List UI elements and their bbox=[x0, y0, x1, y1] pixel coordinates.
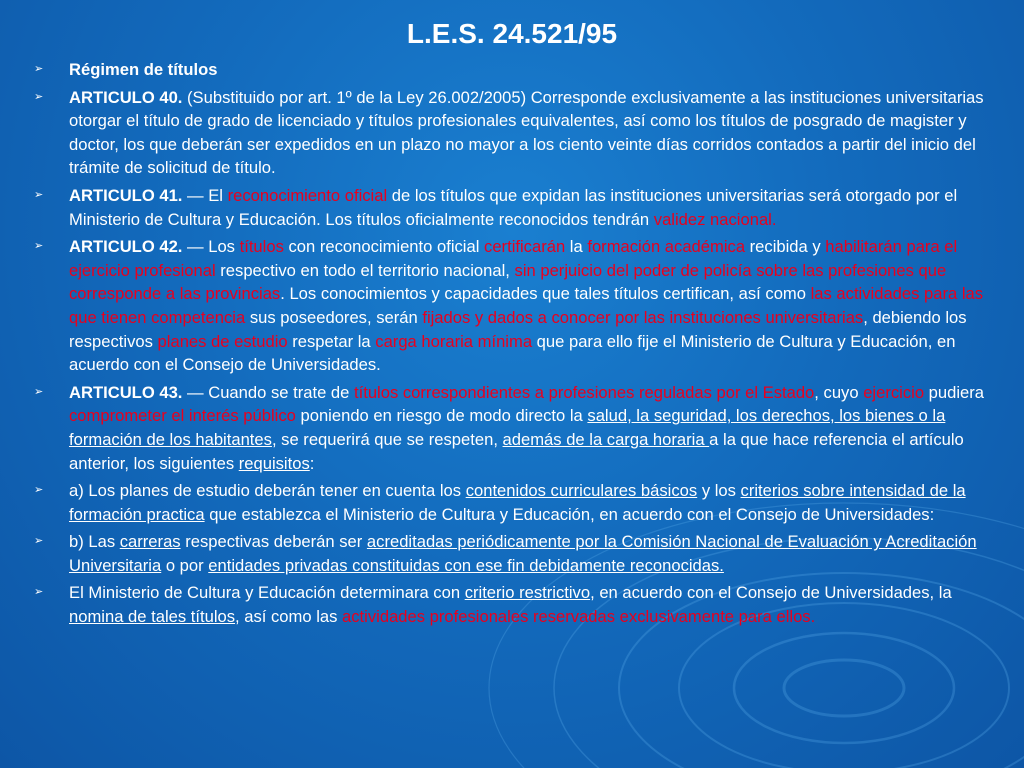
text-segment: comprometer el interés público bbox=[69, 406, 296, 426]
text-segment: poniendo en riesgo de modo directo la bbox=[295, 406, 588, 426]
text-segment: contenidos curriculares básicos bbox=[465, 481, 698, 501]
bullet-item-regimen-de-titulos bbox=[34, 58, 994, 82]
text-segment: (Substituido por art. 1º de la Ley 26.002/2005) Corresponde exclusivamente a las instituciones universitarias otorgar el título de grado de licenciado y títulos profesionales equivalentes, así como los títulos de posgrado de magister y doctor, los que deberán ser expedidos en un plazo no mayor a los ciento veinte días corridos contados a partir del inicio del trámite de solicitud de título. bbox=[69, 87, 984, 178]
text-segment: con reconocimiento oficial bbox=[283, 237, 485, 257]
text-segment: respectivas deberán ser bbox=[180, 532, 367, 552]
text-segment: ARTICULO 41. bbox=[69, 185, 188, 205]
text-segment: certificarán bbox=[484, 237, 566, 257]
text-segment: que establezca el Ministerio de Cultura y Educación, en acuerdo con el Consejo de Universidades: bbox=[204, 504, 935, 524]
text-segment: : bbox=[309, 453, 315, 473]
text-segment: criterio restrictivo bbox=[464, 583, 591, 603]
text-segment: — Los bbox=[187, 237, 240, 257]
text-segment: carga horaria mínima bbox=[375, 331, 533, 351]
text-segment: criterios sobre intensidad de la formación practica bbox=[69, 481, 966, 524]
text-segment: . Los conocimientos y capacidades que tales títulos certifican, así como bbox=[280, 284, 811, 304]
text-segment: sus poseedores, serán bbox=[245, 307, 423, 327]
text-segment: a) Los planes de estudio deberán tener en cuenta los bbox=[69, 481, 466, 501]
text-segment: actividades profesionales reservadas exclusivamente para ellos. bbox=[342, 607, 816, 627]
text-segment: títulos bbox=[239, 237, 284, 257]
text-segment: que para ello fije el Ministerio de Cultura y Educación, en acuerdo con el Consejo de Universidades. bbox=[69, 331, 956, 375]
arrow-bullet-icon: ➢ bbox=[34, 586, 44, 599]
text-segment: , en acuerdo con el Consejo de Universidades, la bbox=[590, 583, 952, 603]
text-segment: salud, la seguridad, los derechos, los bienes o la formación de los habitantes bbox=[69, 406, 946, 449]
text-segment: — Cuando se trate de bbox=[187, 382, 354, 402]
text-segment: b) Las bbox=[69, 532, 120, 552]
text-segment: planes de estudio bbox=[157, 331, 288, 351]
bullet-item-articulo-43 bbox=[34, 381, 994, 475]
text-segment: formación académica bbox=[587, 237, 746, 257]
arrow-bullet-icon: ➢ bbox=[34, 63, 44, 75]
text-segment: , se requerirá que se respeten, bbox=[271, 429, 503, 449]
text-segment: y los bbox=[697, 481, 741, 501]
arrow-bullet-icon: ➢ bbox=[34, 484, 44, 497]
text-segment: reconocimiento oficial bbox=[227, 185, 388, 205]
bullet-item-articulo-42 bbox=[34, 235, 994, 377]
text-segment: ARTICULO 42. bbox=[69, 237, 188, 257]
text-segment: habilitarán para el ejercicio profesional bbox=[69, 237, 958, 280]
bullet-list bbox=[34, 58, 994, 633]
text-segment: las actividades para las que tienen competencia bbox=[69, 284, 984, 327]
arrow-bullet-icon: ➢ bbox=[34, 535, 44, 548]
text-segment: además de la carga horaria bbox=[502, 429, 710, 449]
text-segment: requisitos bbox=[238, 453, 310, 473]
bullet-item-articulo-40 bbox=[34, 86, 994, 180]
arrow-bullet-icon: ➢ bbox=[34, 90, 44, 103]
text-segment: , cuyo bbox=[814, 382, 864, 402]
bullet-item-articulo-41 bbox=[34, 184, 994, 231]
text-segment: sin perjuicio del poder de policía sobre las profesiones que corresponde a las provincias bbox=[69, 260, 947, 304]
text-segment: Régimen de títulos bbox=[69, 60, 218, 79]
arrow-bullet-icon: ➢ bbox=[34, 188, 44, 201]
text-segment: respectivo en todo el territorio nacional, bbox=[215, 260, 515, 280]
arrow-bullet-icon: ➢ bbox=[34, 385, 44, 398]
text-segment: pudiera bbox=[924, 382, 985, 402]
bullet-item-requisito-b bbox=[34, 530, 994, 577]
text-segment: o por bbox=[161, 555, 209, 575]
text-segment: ARTICULO 40. bbox=[69, 87, 188, 107]
slide-title: L.E.S. 24.521/95 bbox=[406, 18, 618, 49]
text-segment: títulos correspondientes a profesiones reguladas por el Estado bbox=[353, 382, 815, 402]
text-segment: a la que hace referencia el artículo anterior, los siguientes bbox=[69, 429, 964, 473]
text-segment: , así como las bbox=[235, 607, 343, 627]
text-segment: carreras bbox=[119, 532, 181, 552]
text-segment: fijados y dados a conocer por las instituciones universitarias bbox=[422, 307, 864, 327]
text-segment: , debiendo los respectivos bbox=[69, 307, 967, 351]
text-segment: la bbox=[565, 237, 588, 257]
text-segment: acreditadas periódicamente por la Comisión Nacional de Evaluación y Acreditación Universitaria bbox=[69, 532, 977, 575]
text-segment: de los títulos que expidan las instituciones universitarias será otorgado por el Ministerio de Cultura y Educación. Los títulos oficialmente reconocidos tendrán bbox=[69, 185, 958, 229]
text-segment: recibida y bbox=[745, 237, 826, 257]
text-segment: nomina de tales títulos bbox=[69, 607, 236, 627]
text-segment: validez nacional. bbox=[653, 209, 777, 229]
bullet-item-requisito-a bbox=[34, 479, 994, 526]
bullet-item-ministerio-nomina bbox=[34, 581, 994, 628]
text-segment: respetar la bbox=[287, 331, 376, 351]
text-segment: ARTICULO 43. bbox=[69, 382, 188, 402]
text-segment: El Ministerio de Cultura y Educación determinara con bbox=[69, 583, 465, 603]
text-segment: ejercicio bbox=[863, 382, 925, 402]
text-segment: entidades privadas constituidas con ese fin debidamente reconocidas. bbox=[208, 555, 724, 575]
text-segment: — El bbox=[187, 185, 228, 205]
arrow-bullet-icon: ➢ bbox=[34, 240, 44, 253]
